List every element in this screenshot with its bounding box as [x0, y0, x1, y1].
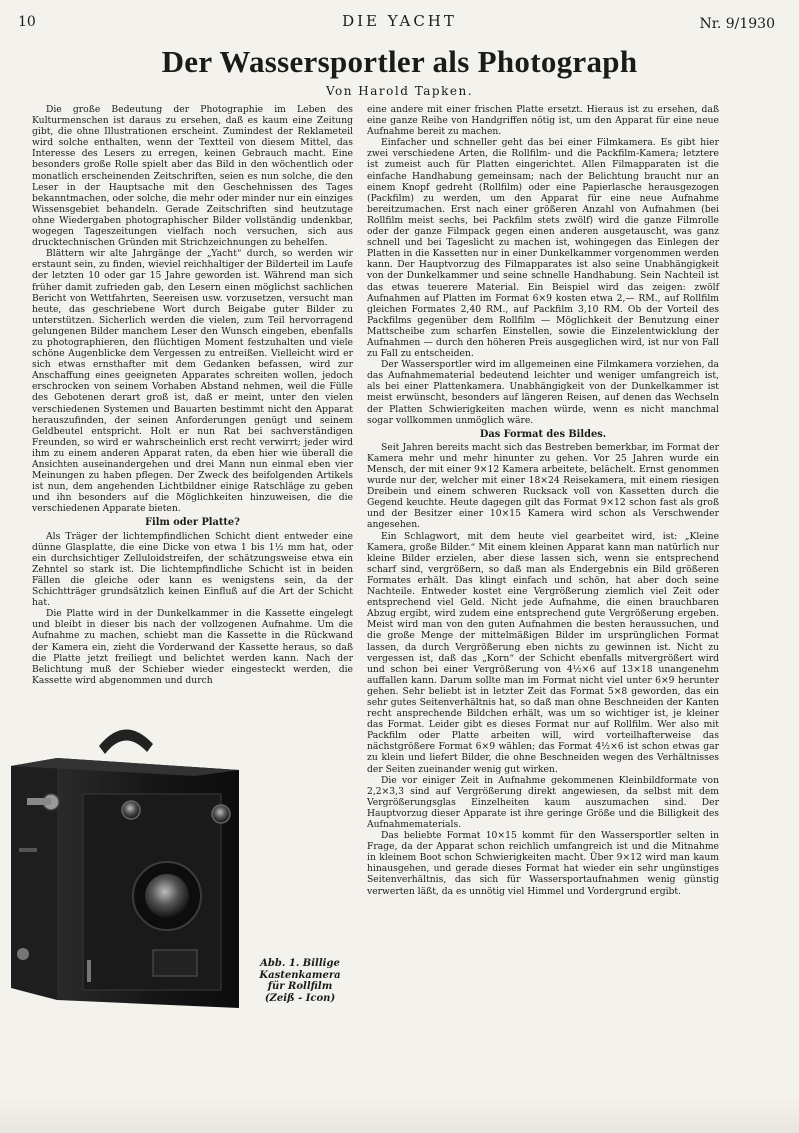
paragraph: Der Wassersportler wird im allgemeinen eine Filmkamera vorziehen, da das Aufnahmematerial bedeutend leichter und weniger umfangreich ist, als bei einer Plattenkamera. Unabhängigkeit von der Dunkelkammer ist meist erwünscht, besonders auf längeren Reisen, auf denen das Wechseln der Platten Schwierigkeiten machen würde, wenn es nicht manchmal sogar vollkommen unmöglich wäre.	[367, 359, 719, 426]
article-author: Von Harold Tapken.	[325, 84, 474, 98]
article-title: Der Wassersportler als Photograph	[161, 44, 638, 79]
paragraph: eine andere mit einer frischen Platte ersetzt. Hieraus ist zu ersehen, daß eine ganze Reihe von Handgriffen nötig ist, um den Apparat für eine neue Aufnahme bereit zu machen.	[367, 104, 719, 138]
paragraph: Die große Bedeutung der Photographie im Leben des Kulturmenschen ist daraus zu ersehen, daß es kaum eine Zeitung gibt, die ohne Illustrationen erscheint. Zumindest der Reklameteil wird solche enthalten, wenn der Textteil von diesem Mittel, das Interesse des Lesers zu erregen, keinen Gebrauch macht. Eine besonders große Rolle spielt aber das Bild in den wöchentlich oder monatlich erscheinenden Zeitschriften, seien es nun solche, die den Leser in der Hauptsache mit den Geschehnissen des Tages bekanntmachen, oder solche, die mehr oder minder nur ein einziges Wissensgebiet behandeln. Gerade Zeitschriften sind heutzutage ohne Wiedergaben photographischer Bilder vollständig undenkbar, wogegen Tageszeitungen vielfach noch versuchen, sich aus drucktechnischen Gründen mit Strichzeichnungen zu behelfen.	[32, 104, 353, 249]
paragraph: Die vor einiger Zeit in Aufnahme gekommenen Kleinbildformate von 2,2×3,3 sind auf Vergrößerung direkt angewiesen, da selbst mit dem Vergrößerungsglas Einzelheiten kaum auszumachen sind. Der Hauptvorzug dieser Apparate ist ihre geringe Größe und die Billigkeit des Aufnahmematerials.	[367, 774, 719, 830]
section-heading-format: Das Format des Bildes.	[479, 428, 607, 440]
paragraph: Ein Schlagwort, mit dem heute viel gearbeitet wird, ist: „Kleine Kamera, große Bilder.“ Mit einem kleinen Apparat kann man natürlich nur kleine Bilder erzielen, aber diese lassen sich, wenn sie entsprechend scharf sind, vergrößern, so daß man als Endergebnis ein Bild größeren Formates erhält. Das klingt einfach und schön, hat aber doch seine Nachteile. Entweder kostet eine Vergrößerung ziemlich viel Zeit oder entsprechend viel Geld. Nicht jede Aufnahme, die einen brauchbaren Abzug ergibt, wird zudem eine entsprechend gute Vergrößerung ergeben. Meist wird man von den guten Aufnahmen die besten heraussuchen, und die große Menge der mittelmäßigen Bilder im ursprünglichen Format lassen, da durch Vergrößerung eben nichts zu gewinnen ist. Nicht zu vergessen ist, daß das „Korn“ der Schicht ebenfalls mitvergrößert wird und schon bei einer Vergrößerung von 4½×6 auf 13×18 unangenehm auffallen kann. Darum sollte man im Format nicht viel unter 6×9 herunter gehen. Sehr beliebt ist in letzter Zeit das Format 5×8 geworden, das ein sehr gutes Seitenverhältnis hat, so daß man ohne Beschneiden der Kanten recht ansprechende Bildchen erhält, was um so wichtiger ist, je kleiner das Format. Leider gibt es dieses Format nur auf Rollfilm. Wer also mit Packfilm oder Platte arbeiten will, wird vorteilhafterweise das nächstgrößere Format 6×9 wählen; das Format 4½×6 ist schon etwas gar zu klein und liefert Bilder, die ohne Beschneiden wegen des Verhältnisses der Seiten zueinander wenig gut wirken.	[367, 530, 719, 775]
paragraph: Als Träger der lichtempfindlichen Schicht dient entweder eine dünne Glasplatte, die eine Dicke von etwa 1 bis 1½ mm hat, oder ein durchsichtiger Zelluloidstreifen, der schätzungsweise etwa ein Zehntel so stark ist. Die lichtempfindliche Schicht ist in beiden Fällen die gleiche oder kann es wenigstens sein, da der Schichtträger grundsätzlich keinen Einfluß auf die Art der Schicht hat.	[32, 530, 353, 609]
magazine-title: DIE YACHT	[342, 12, 457, 30]
right-column	[367, 104, 719, 897]
left-column	[32, 104, 353, 686]
paragraph: Blättern wir alte Jahrgänge der „Yacht“ durch, so werden wir erstaunt sein, zu finden, wieviel reichhaltiger der Bilderteil im Laufe der letzten 10 oder gar 15 Jahre geworden ist. Während man sich früher damit zufrieden gab, den Lesern einen möglichst sachlichen Bericht von Wettfahrten, Seereisen usw. vorzusetzen, versucht man heute, das geschriebene Wort durch Beigabe guter Bilder zu unterstützen. Sicherlich werden die vielen, zum Teil hervorragend gelungenen Bilder manchem Leser den Wunsch eingeben, ebenfalls zu photographieren, den flüchtigen Moment festzuhalten und viele schöne Augenblicke dem Vergessen zu entreißen. Vielleicht wird er sich etwas ernsthafter mit dem Gedanken befassen, wird zur Anschaffung eines geeigneten Apparates schreiten wollen, jedoch erschrocken von seinem Vorhaben Abstand nehmen, weil die Fülle des Gebotenen derart groß ist, daß er meint, unter den vielen verschiedenen Systemen und Bauarten bestimmt nicht den Apparat herauszufinden, der seinen Anforderungen genügt und seinem Geldbeutel entspricht. Holt er nun Rat bei sachverständigen Freunden, so wird er wahrscheinlich erst recht verwirrt; jeder wird ihm zu einem anderen Apparat raten, da eben hier wie überall die Ansichten auseinandergehen und drei Mann nun einmal eben vier Meinungen zu haben pflegen. Der Zweck des beifolgenden Artikels ist nun, dem angehenden Lichtbildner einige Ratschläge zu geben und ihn besonders auf die Möglichkeiten hinzuweisen, die die verschiedenen Apparate bieten.	[32, 248, 353, 515]
camera-photo	[7, 718, 247, 1012]
paragraph: Die Platte wird in der Dunkelkammer in die Kassette eingelegt und bleibt in dieser bis nach der vollzogenen Aufnahme. Um die Aufnahme zu machen, schiebt man die Kassette in die Rückwand der Kamera ein, zieht die Vorderwand der Kassette heraus, so daß die Platte jetzt freiliegt und belichtet werden kann. Nach der Belichtung muß der Schieber wieder eingesteckt werden, die Kassette wird abgenommen und durch	[32, 608, 353, 686]
paragraph: Seit Jahren bereits macht sich das Bestreben bemerkbar, im Format der Kamera mehr und mehr hinunter zu gehen. Vor 25 Jahren wurde ein Mensch, der mit einer 9×12 Kamera arbeitete, belächelt. Ernst genommen wurde nur der, welcher mit einer 18×24 Reisekamera, mit einem riesigen Dreibein und einem schweren Rucksack voll von Kassetten durch die Gegend keuchte. Heute dagegen gilt das Format 9×12 schon fast als groß und der Besitzer einer 10×15 Kamera wird schon als Verschwender angesehen.	[367, 441, 719, 531]
figure-caption: Abb. 1. Billige Kastenkamera für Rollfilm (Zeiß - Icon)	[259, 958, 341, 1004]
page-bottom-edge	[0, 1098, 799, 1133]
section-heading-film-oder-platte: Film oder Platte?	[145, 517, 240, 529]
paragraph: Einfacher und schneller geht das bei einer Filmkamera. Es gibt hier zwei verschiedene Arten, die Rollfilm- und die Packfilm-Kamera; letztere ist zumeist auch für Platten eingerichtet. Allen Filmapparaten ist die einfache Handhabung gemeinsam; nach der Belichtung braucht nur an einem Knopf gedreht (Rollfilm) oder eine Papierlasche herausgezogen (Packfilm) zu werden, um den Apparat für eine neue Aufnahme bereitzumachen. Erst nach einer größeren Anzahl von Aufnahmen (bei Rollfilm meist sechs, bei Packfilm stets zwölf) wird die ganze Filmrolle oder der ganze Filmpack gegen einen anderen ausgetauscht, was ganz schnell und bei Tageslicht zu machen ist, wohingegen das Einlegen der Platten in die Kassetten nur in einer Dunkelkammer vorgenommen werden kann. Der Hauptvorzug des Filmapparates ist also seine Unabhängigkeit von der Dunkelkammer und seine schnelle Handhabung. Sein Nachteil ist das etwas teuerere Material. Ein Beispiel wird das zeigen: zwölf Aufnahmen auf Platten im Format 6×9 kosten etwa 2,— RM., auf Rollfilm gleichen Formates 2,40 RM., auf Packfilm 3,10 RM. Ob der Vorteil des Packfilms gegenüber dem Rollfilm — Möglichkeit der Benutzung einer Mattscheibe zum scharfen Einstellen, sowie die Einzelentwicklung der Aufnahmen — durch den höheren Preis ausgeglichen wird, ist nur von Fall zu Fall zu entscheiden.	[367, 137, 719, 360]
page-number: 10	[18, 14, 36, 30]
box-camera-icon	[7, 718, 247, 1012]
issue-number: Nr. 9/1930	[699, 16, 775, 32]
paragraph: Das beliebte Format 10×15 kommt für den Wassersportler selten in Frage, da der Apparat schon reichlich umfangreich ist und die Mitnahme in kleinem Boot schon Schwierigkeiten macht. Über 9×12 wird man kaum hinausgehen, und gerade dieses Format hat wieder ein sehr ungünstiges Seitenverhältnis, das sich für Wassersportaufnahmen wenig günstig verwerten läßt, da es unnötig viel Himmel und Vordergrund ergibt.	[367, 830, 719, 897]
